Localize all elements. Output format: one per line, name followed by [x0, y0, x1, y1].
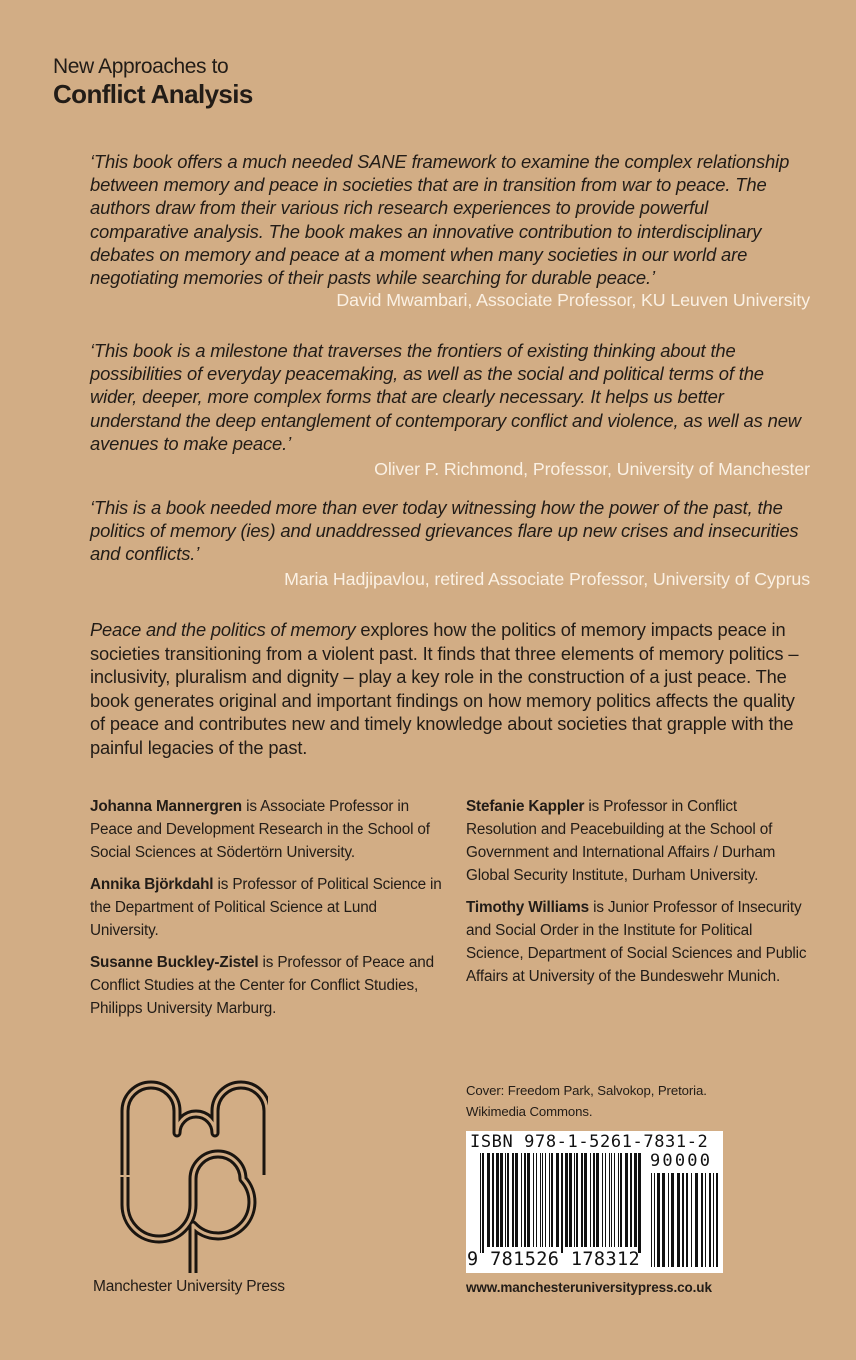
barcode-bar [584, 1153, 587, 1247]
barcode-bar [542, 1153, 543, 1247]
barcode-bar [662, 1173, 665, 1267]
barcode-bar [590, 1153, 591, 1247]
barcode-bar [611, 1153, 612, 1247]
barcode-bar [651, 1173, 652, 1267]
author-bio [90, 951, 445, 1020]
barcode-bar [515, 1153, 518, 1247]
quote-text: ‘This book offers a much needed SANE framework to examine the complex relationship between memory and peace in societies that are in transition from war to peace. The authors draw from their various rich research experiences to provide powerful comparative analysis. The book makes an innovative contribution to interdisciplinary debates on memory and peace at a moment when many societies in our world are negotiating memories of their pasts while searching for durable peace.’ [90, 151, 790, 289]
endorsement-quote-1 [90, 150, 810, 312]
author-bio [466, 896, 811, 988]
barcode-bar [593, 1153, 595, 1247]
mup-logo-icon [113, 1075, 268, 1275]
series-title [53, 54, 253, 108]
cover-credit-line2: Wikimedia Commons. [466, 1104, 593, 1119]
barcode-bar [561, 1153, 563, 1253]
barcode-bar [691, 1173, 692, 1267]
barcode-bar [620, 1153, 622, 1247]
book-description-body: explores how the politics of memory impacts peace in societies transitioning from a violent past. It finds that three elements of memory politics – inclusivity, pluralism and dignity – play a key role in the construction of a just peace. The book generates original and important findings on how memory politics affects the quality of peace and contributes new and timely knowledge about societies that grapple with the painful legacies of the past. [90, 619, 799, 758]
barcode-bar [565, 1153, 568, 1247]
barcode-bar [625, 1153, 628, 1247]
author-bios-left [90, 795, 445, 1029]
barcode-bar [507, 1153, 509, 1247]
quote-text: ‘This book is a milestone that traverses the frontiers of existing thinking about the possibilities of everyday peacemaking, as well as the social and political terms of the wider, deeper, more complex forms that are clearly necessary. It helps us better understand the deep entanglement of contemporary conflict and violence, as well as new avenues to make peace.’ [90, 340, 801, 454]
barcode-bar [521, 1153, 522, 1247]
series-title-line2: Conflict Analysis [53, 79, 253, 109]
barcode-bar [533, 1153, 534, 1247]
author-bios-right [466, 795, 811, 997]
author-bio [466, 795, 811, 887]
author-name: Johanna Mannergren [90, 798, 242, 815]
publisher-website: www.manchesteruniversitypress.co.uk [466, 1280, 712, 1295]
series-title-line1: New Approaches to [53, 55, 229, 78]
barcode-bar [581, 1153, 583, 1247]
barcode-bar [602, 1153, 603, 1247]
barcode-bar [487, 1153, 490, 1247]
barcode-bar [716, 1173, 718, 1267]
barcode-bar [609, 1153, 610, 1247]
quote-attribution: Maria Hadjipavlou, retired Associate Professor, University of Cyprus [284, 568, 810, 589]
barcode-bar [682, 1173, 684, 1267]
author-bio-text: is Professor in Conflict Resolution and Peacebuilding at the School of Government and International Affairs / Durham Global Security Institute, Durham University. [466, 798, 776, 884]
book-description [90, 618, 810, 760]
barcode-bar [496, 1153, 499, 1247]
author-name: Timothy Williams [466, 899, 589, 916]
barcode-bar [605, 1153, 606, 1247]
barcode-bar [654, 1173, 655, 1267]
barcode-bar [482, 1153, 484, 1253]
cover-credit-line1: Cover: Freedom Park, Salvokop, Pretoria. [466, 1083, 707, 1098]
barcode-bar [556, 1153, 559, 1247]
barcode-bar [671, 1173, 674, 1267]
barcode-bar [713, 1173, 714, 1267]
barcode-bar [545, 1153, 546, 1247]
quote-attribution: Oliver P. Richmond, Professor, University of Manchester [374, 459, 810, 480]
barcode-bar [551, 1153, 553, 1247]
barcode-bar [657, 1173, 660, 1267]
barcode-bar [709, 1173, 711, 1267]
barcode-bar [596, 1153, 599, 1247]
quote-attribution: David Mwambari, Associate Professor, KU Leuven University [336, 290, 810, 311]
barcode-bar [527, 1153, 530, 1247]
author-bio [90, 873, 445, 942]
barcode-bar [677, 1173, 680, 1267]
author-bio-text: is Associate Professor in Peace and Development Research in the School of Social Sciences at Södertörn University. [90, 798, 430, 861]
barcode-bar [500, 1153, 503, 1247]
publisher-name: Manchester University Press [93, 1278, 285, 1295]
author-bio-text: is Professor of Political Science in the Department of Political Science at Lund University. [90, 876, 442, 939]
barcode-bar [638, 1153, 641, 1253]
barcode-bar [576, 1153, 578, 1247]
author-name: Annika Björkdahl [90, 876, 214, 893]
endorsement-quote-3 [90, 496, 810, 591]
barcode-bar [505, 1153, 506, 1247]
barcode-bar [705, 1173, 706, 1267]
barcode-bar [536, 1153, 537, 1247]
author-bio [90, 795, 445, 864]
author-name: Stefanie Kappler [466, 798, 585, 815]
quote-text: ‘This is a book needed more than ever today witnessing how the power of the past, the politics of memory (ies) and unaddressed grievances flare up new crises and insecurities and conflicts.’ [90, 497, 799, 565]
barcode-bar [614, 1153, 615, 1247]
barcode-bar [512, 1153, 514, 1247]
author-name: Susanne Buckley-Zistel [90, 954, 259, 971]
barcode-bar [569, 1153, 572, 1247]
barcode-bar [492, 1153, 494, 1247]
barcode-bar [630, 1153, 632, 1247]
barcode-bar [540, 1153, 541, 1247]
barcode-bar [480, 1153, 481, 1253]
barcode-bar [524, 1153, 526, 1247]
author-bio-text: is Junior Professor of Insecurity and Social Order in the Institute for Political Science, Department of Social Sciences and Public Affairs at University of the Bundeswehr Munich. [466, 899, 807, 985]
endorsement-quote-2 [90, 339, 810, 481]
cover-credit [466, 1080, 707, 1122]
barcode-bar [695, 1173, 698, 1267]
barcode-bar [574, 1153, 575, 1247]
book-title: Peace and the politics of memory [90, 619, 356, 640]
barcode-bar [686, 1173, 688, 1267]
isbn-barcode [466, 1131, 723, 1273]
barcode-bar [634, 1153, 637, 1247]
barcode-bar [701, 1173, 703, 1267]
barcode-bar [618, 1153, 619, 1247]
barcode-addon-digits: 90000 [650, 1151, 713, 1171]
barcode-bar [549, 1153, 550, 1247]
isbn-number: ISBN 978-1-5261-7831-2 [470, 1132, 709, 1152]
barcode-digits: 9 781526 178312 [467, 1249, 641, 1270]
author-bio-text: is Professor of Peace and Conflict Studies at the Center for Conflict Studies, Philipps University Marburg. [90, 954, 434, 1017]
barcode-bar [668, 1173, 669, 1267]
